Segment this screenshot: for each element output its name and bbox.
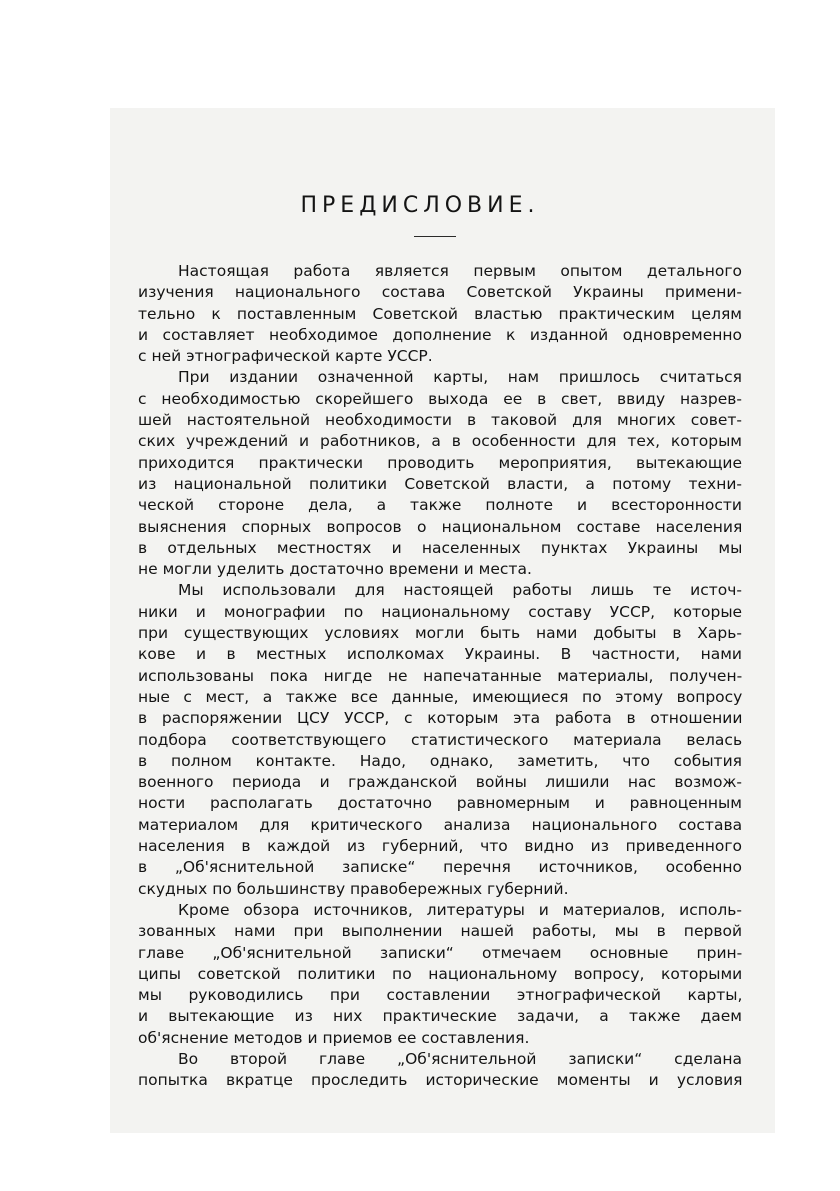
text-line bbox=[138, 453, 742, 474]
page-title: ПРЕДИСЛОВИЕ. bbox=[300, 193, 540, 218]
text-line-content: кове и в местных исполкомах Украины. В частности, нами bbox=[138, 645, 742, 664]
text-line bbox=[138, 921, 742, 942]
text-line-content: Настоящая работа является первым опытом детального bbox=[178, 262, 742, 280]
text-line-content: и составляет необходимое дополнение к изданной одновременно bbox=[138, 325, 742, 344]
text-line-content: главе „Об'яснительной записки“ отмечаем основные прин- bbox=[138, 943, 742, 962]
text-line-content: попытка вкратце проследить исторические моменты и условия bbox=[138, 1071, 742, 1090]
text-line-content: использованы пока нигде не напечатанные материалы, получен- bbox=[138, 666, 742, 685]
text-line-content: зованных нами при выполнении нашей работы, мы в первой bbox=[138, 922, 742, 941]
text-line bbox=[138, 282, 742, 303]
text-line bbox=[138, 580, 742, 601]
text-line-content: ники и монографии по национальному составу УССР, которые bbox=[138, 602, 742, 621]
title-rule bbox=[414, 236, 456, 237]
text-line bbox=[138, 985, 742, 1006]
text-line bbox=[138, 687, 742, 708]
text-line-content: При издании означенной карты, нам пришлось считаться bbox=[178, 368, 742, 387]
text-line bbox=[138, 474, 742, 495]
text-line-content: скудных по большинству правобережных губерний. bbox=[138, 879, 569, 898]
text-line bbox=[138, 708, 742, 729]
text-line-content: в отдельных местностях и населенных пунктах Украины мы bbox=[138, 538, 742, 557]
text-line-content: в распоряжении ЦСУ УССР, с которым эта работа в отношении bbox=[138, 709, 742, 728]
text-line-content: и вытекающие из них практические задачи, а также даем bbox=[138, 1007, 742, 1026]
text-line bbox=[138, 900, 742, 921]
text-line bbox=[138, 495, 742, 516]
text-line-content: подбора соответствующего статистического материала велась bbox=[138, 730, 742, 749]
text-line bbox=[138, 1006, 742, 1027]
text-line-content: выяснения спорных вопросов о национальном составе населения bbox=[138, 517, 742, 536]
text-line-content: материалом для критического анализа национального состава bbox=[138, 815, 742, 834]
text-line bbox=[138, 346, 742, 367]
text-line-content: ности располагать достаточно равномерным и равноценным bbox=[138, 794, 742, 813]
text-line bbox=[138, 1049, 742, 1070]
text-line-content: в полном контакте. Надо, однако, заметить, что события bbox=[138, 751, 742, 770]
text-line-content: ческой стороне дела, а также полноте и всесторонности bbox=[138, 496, 742, 515]
text-line-content: шей настоятельной необходимости в таковой для многих совет- bbox=[138, 411, 742, 430]
text-line bbox=[138, 517, 742, 538]
text-line bbox=[138, 793, 742, 814]
text-line bbox=[138, 410, 742, 431]
text-line bbox=[138, 943, 742, 964]
text-line-content: изучения национального состава Советской Украины примени- bbox=[138, 283, 742, 302]
text-line bbox=[138, 623, 742, 644]
text-line bbox=[138, 772, 742, 793]
text-line-content: ских учреждений и работников, а в особенности для тех, которым bbox=[138, 432, 742, 451]
text-line-content: Кроме обзора источников, литературы и материалов, исполь- bbox=[178, 900, 742, 919]
text-line-content: при существующих условиях могли быть нами добыты в Харь- bbox=[138, 624, 742, 643]
text-line-content: тельно к поставленным Советской властью практическим целям bbox=[138, 304, 742, 323]
text-line bbox=[138, 304, 742, 325]
text-line-content: ципы советской политики по национальному вопросу, которыми bbox=[138, 964, 742, 983]
text-line bbox=[138, 730, 742, 751]
text-line bbox=[138, 815, 742, 836]
text-line-content: с ней этнографической карте УССР. bbox=[138, 347, 433, 366]
text-line bbox=[138, 1028, 742, 1049]
text-line-content: об'яснение методов и приемов ее составления. bbox=[138, 1028, 530, 1047]
text-line-content: приходится практически проводить мероприятия, вытекающие bbox=[138, 453, 742, 472]
text-line-content: мы руководились при составлении этнографической карты, bbox=[138, 986, 742, 1005]
text-line bbox=[138, 666, 742, 687]
text-line-content: населения в каждой из губерний, что видно из приведенного bbox=[138, 837, 742, 856]
text-line-content: в „Об'яснительной записке“ перечня источников, особенно bbox=[138, 858, 742, 877]
text-line-content: Во второй главе „Об'яснительной записки“ сделана bbox=[178, 1049, 742, 1068]
text-line-content: ные с мест, а также все данные, имеющиеся по этому вопросу bbox=[138, 687, 742, 706]
text-line-content: из национальной политики Советской власти, а потому техни- bbox=[138, 474, 742, 493]
text-line bbox=[138, 431, 742, 452]
text-line bbox=[138, 644, 742, 665]
text-line-content: военного периода и гражданской войны лишили нас возмож- bbox=[138, 773, 742, 792]
text-line bbox=[138, 389, 742, 410]
text-line-content: Мы использовали для настоящей работы лишь те источ- bbox=[178, 581, 742, 600]
text-line bbox=[138, 538, 742, 559]
text-line bbox=[138, 836, 742, 857]
text-line bbox=[138, 1070, 742, 1091]
text-line bbox=[138, 261, 742, 282]
body-text bbox=[138, 261, 742, 1092]
text-line bbox=[138, 325, 742, 346]
text-line bbox=[138, 879, 742, 900]
text-line-content: не могли уделить достаточно времени и места. bbox=[138, 560, 532, 579]
text-line bbox=[138, 602, 742, 623]
text-line bbox=[138, 367, 742, 388]
text-line bbox=[138, 559, 742, 580]
text-line bbox=[138, 751, 742, 772]
text-line bbox=[138, 857, 742, 878]
text-line-content: с необходимостью скорейшего выхода ее в свет, ввиду назрев- bbox=[138, 389, 742, 408]
text-line bbox=[138, 964, 742, 985]
